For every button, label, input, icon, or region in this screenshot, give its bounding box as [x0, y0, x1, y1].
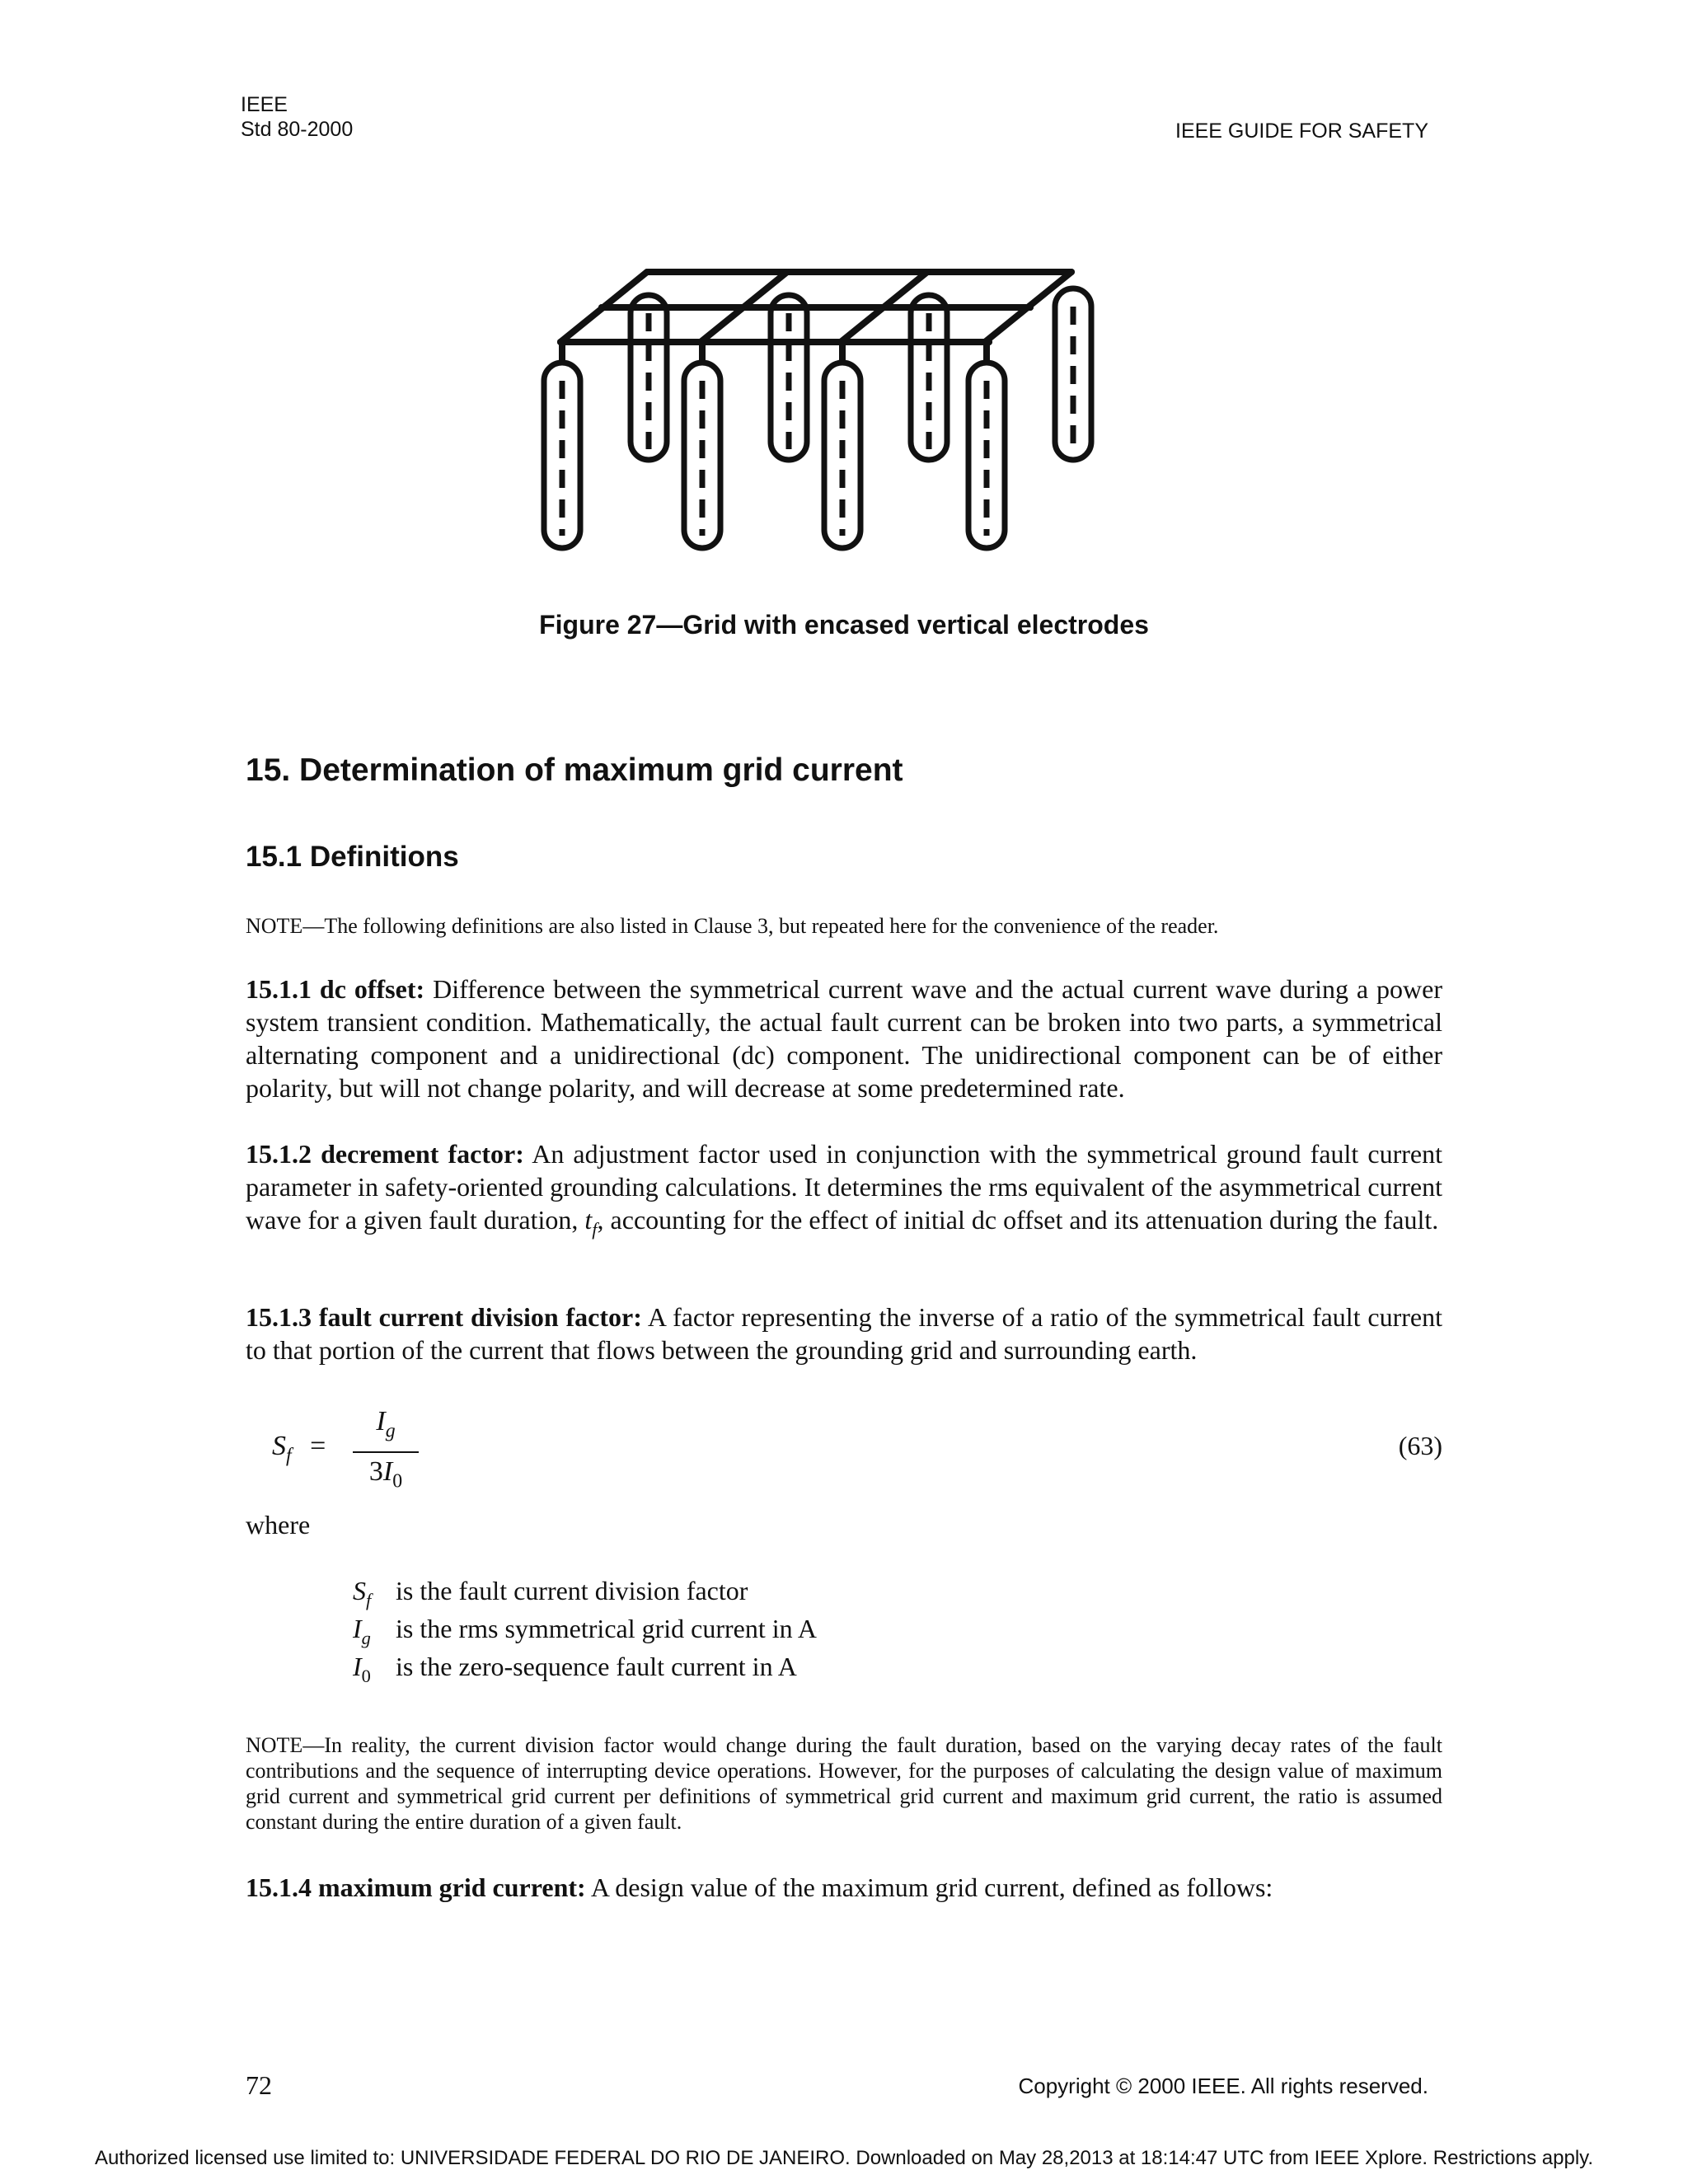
grid-electrodes-figure — [528, 264, 1121, 560]
electrode-back-2 — [771, 295, 807, 460]
variable-description: is the zero-sequence fault current in A — [396, 1652, 797, 1681]
variable-subscript: 0 — [361, 1665, 371, 1686]
note-definitions: NOTE—The following definitions are also listed in Clause 3, but repeated here for the convenience of the reader. — [246, 914, 1219, 938]
definition-fault-current-division-factor — [246, 1301, 1442, 1366]
equation-63 — [272, 1403, 1442, 1493]
eq-lhs-symbol: S — [272, 1431, 286, 1461]
electrode-back-4 — [1055, 288, 1091, 460]
electrode-back-3 — [911, 295, 947, 460]
note-current-division: NOTE—In reality, the current division factor would change during the fault duration, based on the varying decay rates of the fault contributions and the sequence of interrupting device operations. However, for the purposes of calculating the design value of maximum grid current and symmetrical grid current per definitions of symmetrical grid current and maximum grid current, the ratio is assumed constant during the entire duration of a given fault. — [246, 1733, 1442, 1834]
eq-denominator — [345, 1453, 427, 1500]
eq-den-symbol: I — [382, 1456, 393, 1488]
equation-fraction — [345, 1403, 427, 1501]
subsection-title: 15.1 Definitions — [246, 841, 459, 873]
eq-num-subscript: g — [385, 1420, 396, 1442]
variable-description: is the rms symmetrical grid current in A — [396, 1614, 817, 1643]
variable-letter: S — [353, 1576, 366, 1605]
definition-text: An adjustment factor used in conjunction with the symmetrical ground fault current parameter in safety-oriented grounding calculations. It determines the rms equivalent of the asymmetrical current wave for a given fault duration, — [246, 1139, 1443, 1235]
definition-text-cont: , accounting for the effect of initial dc offset and its attenuation during the fault. — [597, 1205, 1439, 1235]
page-number: 72 — [246, 2070, 272, 2100]
figure-caption: Figure 27—Grid with encased vertical electrodes — [539, 610, 1149, 640]
eq-lhs-subscript: f — [286, 1445, 292, 1467]
electrode-front-1 — [544, 363, 580, 548]
definition-maximum-grid-current — [246, 1871, 1442, 1904]
electrode-front-3 — [824, 363, 860, 548]
license-footer: Authorized licensed use limited to: UNIVERSIDADE FEDERAL DO RIO DE JANEIRO. Downloaded on May 28,2013 at 18:14:47 UTC from IEEE Xplore. Restrictions apply. — [94, 2147, 1594, 2169]
variable-letter: I — [353, 1614, 362, 1643]
variable-description: is the fault current division factor — [396, 1576, 748, 1605]
electrode-back-1 — [631, 295, 667, 460]
variable-symbol — [353, 1576, 396, 1611]
equation-lhs — [272, 1431, 326, 1467]
definition-term: 15.1.1 dc offset: — [246, 974, 425, 1004]
variable-subscript: g — [361, 1627, 371, 1648]
definition-dc-offset — [246, 972, 1442, 1104]
eq-den-subscript: 0 — [392, 1470, 403, 1493]
variable-row — [353, 1652, 817, 1690]
eq-numerator — [345, 1403, 427, 1450]
running-header-right: IEEE GUIDE FOR SAFETY — [1175, 120, 1428, 143]
variable-letter: I — [353, 1652, 362, 1681]
definition-term: 15.1.3 fault current division factor: — [246, 1302, 642, 1332]
math-subscript: f — [592, 1218, 598, 1240]
definition-decrement-factor — [246, 1137, 1442, 1246]
variable-row — [353, 1576, 817, 1614]
eq-equals: = — [310, 1431, 326, 1461]
variable-symbol — [353, 1614, 396, 1649]
eq-den-coefficient: 3 — [368, 1456, 383, 1488]
definition-term: 15.1.2 decrement factor: — [246, 1139, 524, 1169]
definition-term: 15.1.4 maximum grid current: — [246, 1872, 586, 1902]
header-org: IEEE — [241, 93, 288, 116]
eq-num-symbol: I — [376, 1406, 386, 1436]
equation-number: (63) — [1398, 1431, 1442, 1460]
definition-text: A factor representing the inverse of a ratio of the symmetrical fault current to that portion of the current that flows between the grounding grid and surrounding earth. — [246, 1302, 1443, 1365]
variable-row — [353, 1614, 817, 1652]
copyright-notice: Copyright © 2000 IEEE. All rights reserved. — [1018, 2074, 1428, 2098]
math-variable: t — [584, 1205, 593, 1235]
electrode-front-4 — [968, 363, 1005, 548]
definition-text: Difference between the symmetrical current wave and the actual current wave during a power system transient condition. Mathematically, the actual fault current can be broken into two parts, a symmetrical alternating component and a unidirectional (dc) component. The unidirectional component can be of either polarity, but will not change polarity, and will decrease at some predetermined rate. — [246, 974, 1443, 1103]
where-label: where — [246, 1510, 311, 1540]
header-std-number: Std 80-2000 — [241, 118, 354, 141]
running-header-left — [241, 92, 353, 142]
definition-text: A design value of the maximum grid current, defined as follows: — [585, 1872, 1273, 1902]
variable-definitions — [353, 1576, 817, 1690]
variable-symbol — [353, 1652, 396, 1687]
electrode-front-2 — [684, 363, 720, 548]
section-title: 15. Determination of maximum grid current — [246, 752, 903, 788]
variable-subscript: f — [366, 1589, 372, 1610]
